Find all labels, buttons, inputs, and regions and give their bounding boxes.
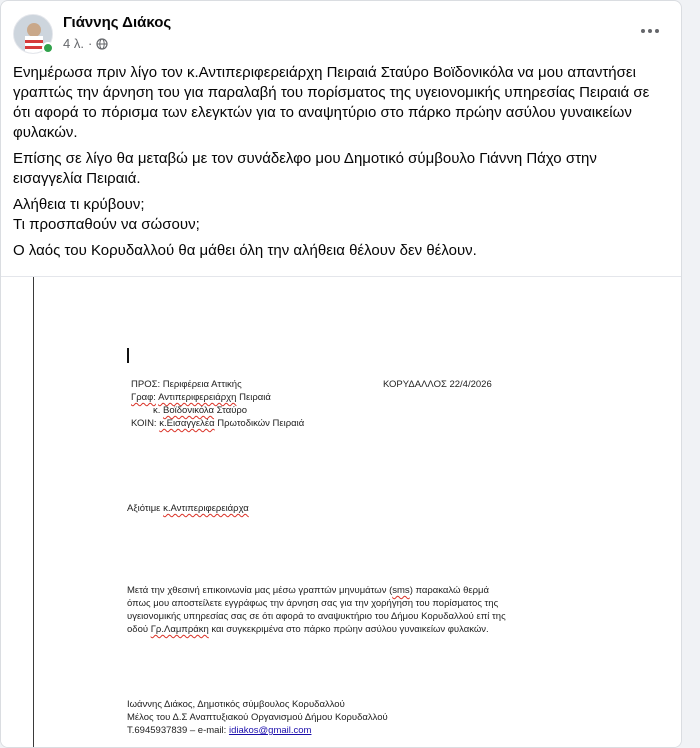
letter-place-date: ΚΟΡΥΔΑΛΛΟΣ 22/4/2026	[383, 379, 492, 390]
post-paragraph	[13, 195, 667, 235]
post-paragraph: Ενημέρωσα πριν λίγο τον κ.Αντιπεριφερειάρχη Πειραιά Σταύρο Βοϊδονικόλα να μου απαντήσει γραπτώς την άρνηση του για παραλαβή του πορίσματος της υγειονομικής υπηρεσίας Πειραιά σε ότι αφορά το πόρισμα των ελεγκτών για το αναψητύριο στο πάρκο πρώην ασύλου γυναικείων φυλακών.	[13, 64, 650, 141]
post-body	[1, 59, 681, 261]
letter-body-line: υγειονομικής υπηρεσίας σας σε ότι αφορά το αναψυκτήριο του Δήμου Κορυδαλλού επί της	[127, 611, 506, 622]
post-header	[1, 1, 681, 59]
meta-separator: ·	[87, 36, 93, 51]
post-line: Τι προσπαθούν να σώσουν;	[13, 216, 200, 233]
post-meta	[63, 36, 108, 51]
online-status-icon	[42, 42, 54, 54]
letter-body-line: οδού Γρ.Λαμπράκη και συγκεκριμένα στο πάρκο πρώην ασύλου γυναικείων φυλακών.	[127, 624, 489, 635]
globe-icon[interactable]	[96, 38, 108, 50]
letter-signature-name: Ιωάννης Διάκος, Δημοτικός σύμβουλος Κορυδαλλού	[127, 699, 345, 710]
author-name[interactable]: Γιάννης Διάκος	[63, 14, 172, 31]
more-options-button[interactable]	[635, 19, 665, 43]
letter-body-line: όπως μου αποστείλετε εγγράφως την άρνηση σας για την χορήγηση του πορίσματος της	[127, 598, 499, 609]
letter-greeting: Αξιότιμε κ.Αντιπεριφερειάρχα	[127, 503, 249, 514]
email-link[interactable]: idiakos@gmail.com	[228, 725, 312, 736]
letter-signature-role: Μέλος του Δ.Σ Αναπτυξιακού Οργανισμού Δήμου Κορυδαλλού	[127, 712, 388, 723]
letter-signature-contact: Τ.6945937839 – e-mail: idiakos@gmail.com	[127, 725, 312, 736]
letter-recipient: ΠΡΟΣ: Περιφέρεια Αττικής	[131, 379, 242, 390]
post-paragraph: Ο λαός του Κορυδαλλού θα μάθει όλη την αλήθεια θέλουν δεν θέλουν.	[13, 242, 477, 259]
letter-addressee-line: κ. Βοϊδονικόλα Σταύρο	[153, 405, 248, 416]
post-time[interactable]: 4 λ.	[63, 36, 84, 51]
letter-body-line: Μετά την χθεσινή επικοινωνία μας μέσω γραπτών μηνυμάτων (sms) παρακαλώ θερμά	[127, 585, 489, 596]
text-cursor	[127, 348, 129, 363]
letter-koin-line: ΚΟΙΝ: κ.Εισαγγελέα Πρωτοδικών Πειραιά	[131, 418, 305, 429]
letter-graf-line: Γραφ: Αντιπεριφερειάρχη Πειραιά	[131, 392, 271, 403]
document-margin-line	[33, 277, 34, 748]
post-paragraph: Επίσης σε λίγο θα μεταβώ με τον συνάδελφο μου Δημοτικό σύμβουλο Γιάννη Πάχο στην εισαγγελία Πειραιά.	[13, 150, 597, 187]
post-line: Αλήθεια τι κρύβουν;	[13, 196, 145, 213]
more-options-icon	[641, 29, 645, 33]
attached-document-image[interactable]	[1, 277, 682, 748]
